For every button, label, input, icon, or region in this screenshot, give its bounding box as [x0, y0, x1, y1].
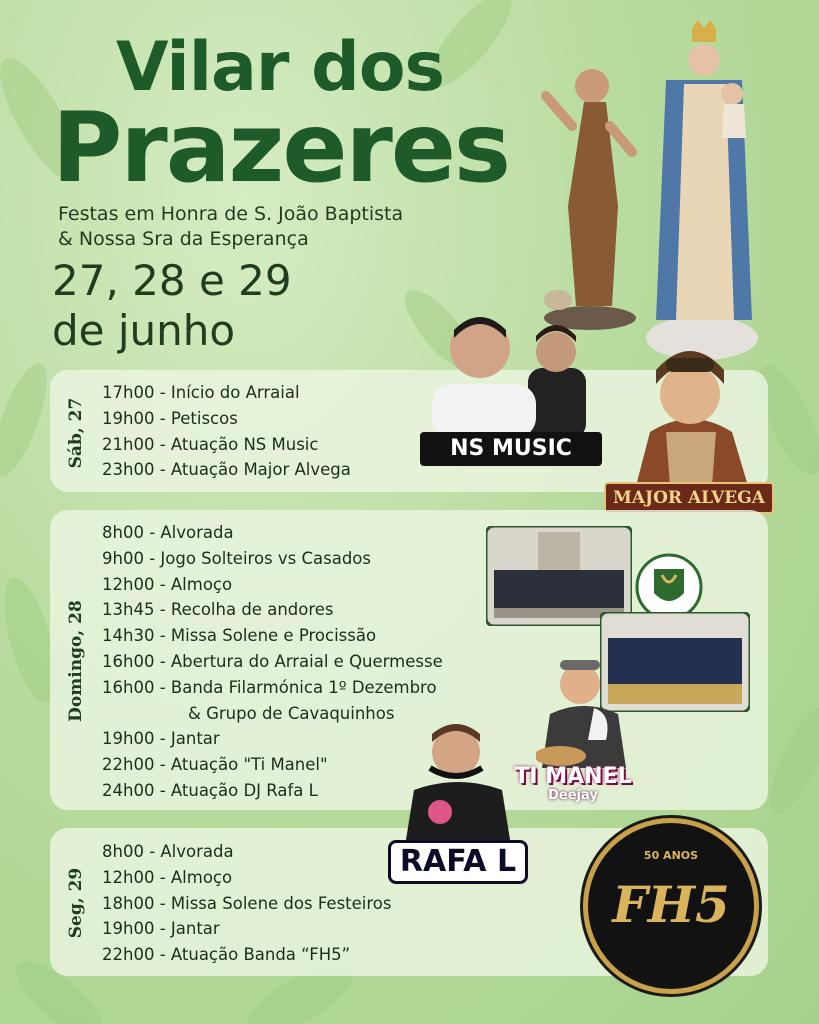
schedule-item: 14h30 - Missa Solene e Procissão [102, 626, 377, 646]
fh5-band-logo [583, 818, 759, 994]
schedule-item: 16h00 - Banda Filarmónica 1º Dezembro [102, 677, 437, 697]
dj-rafa-photo [398, 716, 518, 852]
schedule-item: 22h00 - Atuação "Ti Manel" [102, 755, 328, 775]
schedule-item: 13h45 - Recolha de andores [102, 600, 334, 620]
schedule-item: 17h00 - Início do Arraial [102, 383, 300, 402]
subtitle-line-1: Festas em Honra de S. João Baptista [58, 203, 404, 225]
ti-manel-logo-subtitle: Deejay [548, 788, 598, 803]
schedule-item: 21h00 - Atuação NS Music [102, 434, 319, 454]
band-photo-church [486, 526, 632, 626]
fh5-anniversary-text: 50 ANOS [643, 849, 699, 862]
day-label-saturday: Sáb, 27 [66, 397, 86, 469]
dates-line-2: de junho [52, 306, 236, 355]
schedule-item: 23h00 - Atuação Major Alvega [102, 460, 351, 480]
subtitle-line-2: & Nossa Sra da Esperança [58, 228, 309, 250]
schedule-item: 8h00 - Alvorada [102, 523, 234, 542]
ti-manel-illustration [536, 648, 632, 768]
title-line-2: Prazeres [52, 92, 510, 204]
ti-manel-logo-title: TI MANEL [514, 764, 632, 789]
ti-manel-logo [500, 765, 646, 805]
day-label-monday: Seg, 29 [66, 867, 86, 939]
ns-music-photo [432, 308, 592, 438]
schedule-item: 19h00 - Petiscos [102, 408, 238, 428]
schedule-item: 19h00 - Jantar [102, 729, 220, 749]
ns-music-logo: NS MUSIC [420, 432, 602, 466]
schedule-item: 24h00 - Atuação DJ Rafa L [102, 780, 318, 800]
schedule-item: 12h00 - Almoço [102, 574, 233, 594]
day-label-sunday: Domingo, 28 [66, 600, 86, 722]
schedule-saturday [102, 380, 351, 483]
schedule-sunday [102, 520, 443, 804]
title-line-1: Vilar dos [116, 28, 445, 107]
schedule-item: 8h00 - Alvorada [102, 842, 234, 861]
schedule-item: 9h00 - Jogo Solteiros vs Casados [102, 548, 371, 568]
schedule-item: 19h00 - Jantar [102, 919, 220, 939]
schedule-monday [102, 839, 391, 968]
dates-line-1: 27, 28 e 29 [52, 256, 292, 305]
our-lady-statue-image [640, 20, 765, 360]
schedule-item-continuation: & Grupo de Cavaquinhos [188, 703, 395, 723]
saint-john-statue-image [528, 56, 643, 331]
band-crest-logo [634, 553, 704, 621]
schedule-item: 22h00 - Atuação Banda “FH5” [102, 945, 351, 965]
major-alvega-illustration [626, 336, 756, 486]
major-alvega-logo: MAJOR ALVEGA [604, 482, 774, 514]
rafa-l-logo: RAFA L [388, 840, 528, 884]
schedule-item: 16h00 - Abertura do Arraial e Quermesse [102, 651, 443, 671]
schedule-item: 12h00 - Almoço [102, 867, 233, 887]
schedule-item: 18h00 - Missa Solene dos Festeiros [102, 893, 392, 913]
fh5-logo-text: FH5 [612, 875, 730, 934]
